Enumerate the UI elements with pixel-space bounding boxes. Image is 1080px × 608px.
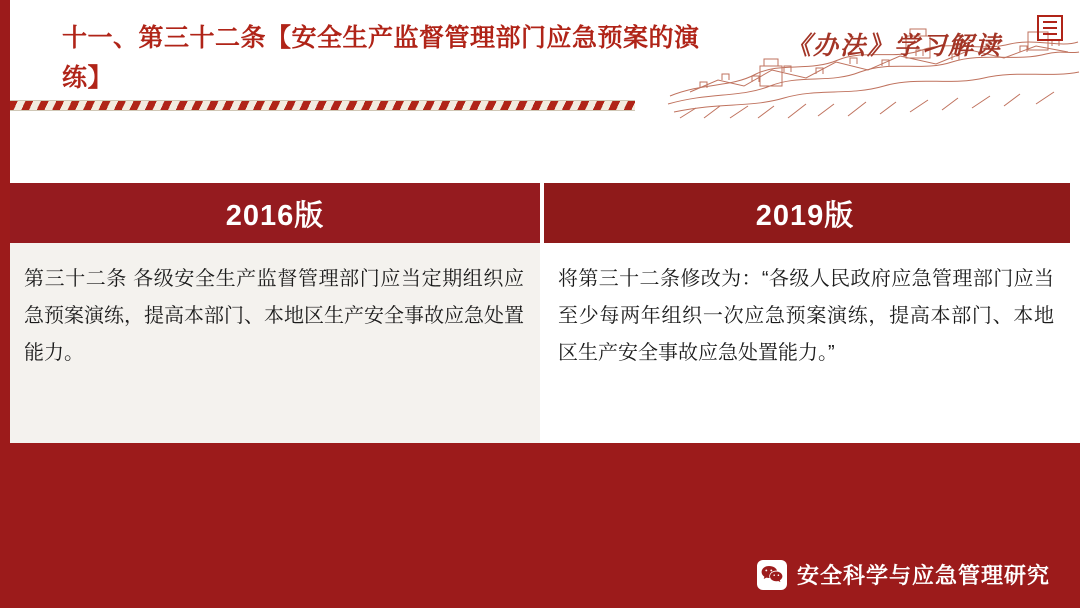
slide-header [0,0,1080,130]
comparison-table [10,183,1070,443]
column-body-2016: 第三十二条 各级安全生产监督管理部门应当定期组织应急预案演练，提高本部门、本地区生产安全事故应急处置能力。 [10,243,540,443]
title-divider [10,100,635,111]
column-divider [540,183,544,243]
left-accent-bar [0,0,10,608]
column-header-2019: 2019版 [540,183,1070,243]
column-header-2016: 2016版 [10,183,540,243]
footer-credit [757,559,1050,590]
footer-text: 安全科学与应急管理研究 [796,563,1050,588]
wechat-icon [757,560,787,590]
art-caption: 《办法》学习解读 [785,33,1002,60]
table-column-2016 [10,183,540,443]
column-body-2019: 将第三十二条修改为：“各级人民政府应急管理部门应当至少每两年组织一次应急预案演练，提高本部门、本地区生产安全事故应急处置能力。” [540,243,1070,443]
table-column-2019 [540,183,1070,443]
page-title: 十一、第三十二条【安全生产监督管理部门应急预案的演练】 [62,24,700,92]
